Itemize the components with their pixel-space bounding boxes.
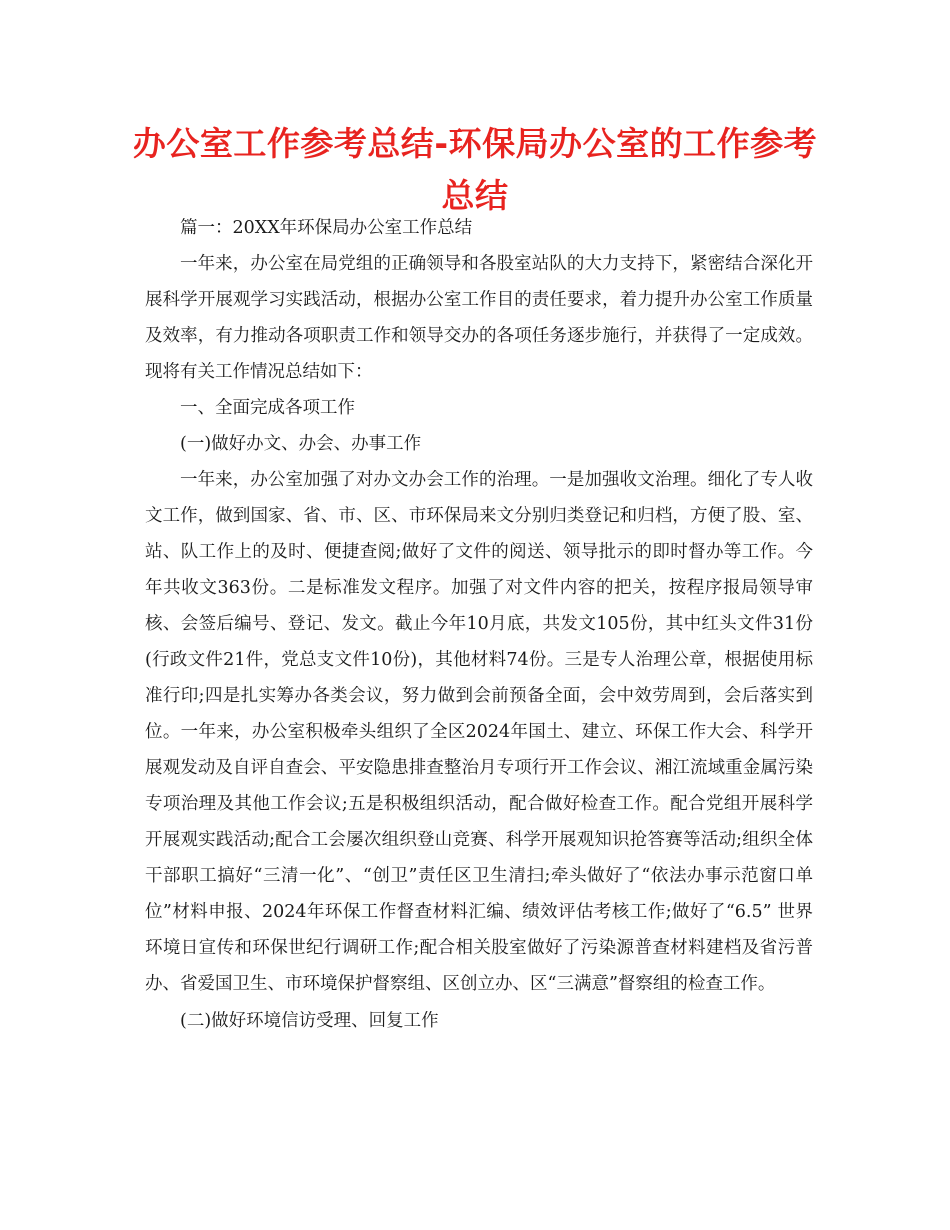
subsection-heading-one: (一)做好办文、办会、办事工作 — [180, 434, 422, 454]
document-title: 办公室工作参考总结-环保局办公室的工作参考总结 — [132, 124, 818, 215]
intro-paragraph: 一年来，办公室在局党组的正确领导和各股室站队的大力支持下，紧密结合深化开展科学开展观学习实践活动，根据办公室工作目的责任要求，着力提升办公室工作质量及效率，有力推动各项职责工作和领导交办的各项任务逐步施行，并获得了一定成效。现将有关工作情况总结如下： — [145, 254, 813, 382]
document-body — [145, 210, 813, 1039]
section-heading-one: 一、全面完成各项工作 — [180, 398, 355, 418]
body-paragraph-office-work: 一年来，办公室加强了对办文办会工作的治理。一是加强收文治理。细化了专人收文工作，做到国家、省、市、区、市环保局来文分别归类登记和归档，方便了股、室、站、队工作上的及时、便捷查阅;做好了文件的阅送、领导批示的即时督办等工作。今年共收文363份。二是标准发文程序。加强了对文件内容的把关，按程序报局领导审核、会签后编号、登记、发文。截止今年10月底，共发文105份，其中红头文件31份(行政文件21件，党总支文件10份)，其他材料74份。三是专人治理公章，根据使用标准行印;四是扎实筹办各类会议，努力做到会前预备全面，会中效劳周到，会后落实到位。一年来，办公室积极牵头组织了全区2024年国土、建立、环保工作大会、科学开展观发动及自评自查会、平安隐患排查整治月专项行开工作会议、湘江流域重金属污染专项治理及其他工作会议;五是积极组织活动，配合做好检查工作。配合党组开展科学开展观实践活动;配合工会屡次组织登山竞赛、科学开展观知识抢答赛等活动;组织全体干部职工搞好“三清一化”、“创卫”责任区卫生清扫;牵头做好了“依法办事示范窗口单位”材料申报、2024年环保工作督查材料汇编、绩效评估考核工作;做好了“6.5” 世界环境日宣传和环保世纪行调研工作;配合相关股室做好了污染源普查材料建档及省污普办、省爱国卫生、市环境保护督察组、区创立办、区“三满意”督察组的检查工作。 — [145, 470, 813, 994]
section-heading-part-one: 篇一：20XX年环保局办公室工作总结 — [180, 218, 473, 238]
subsection-heading-two: (二)做好环境信访受理、回复工作 — [180, 1011, 439, 1031]
